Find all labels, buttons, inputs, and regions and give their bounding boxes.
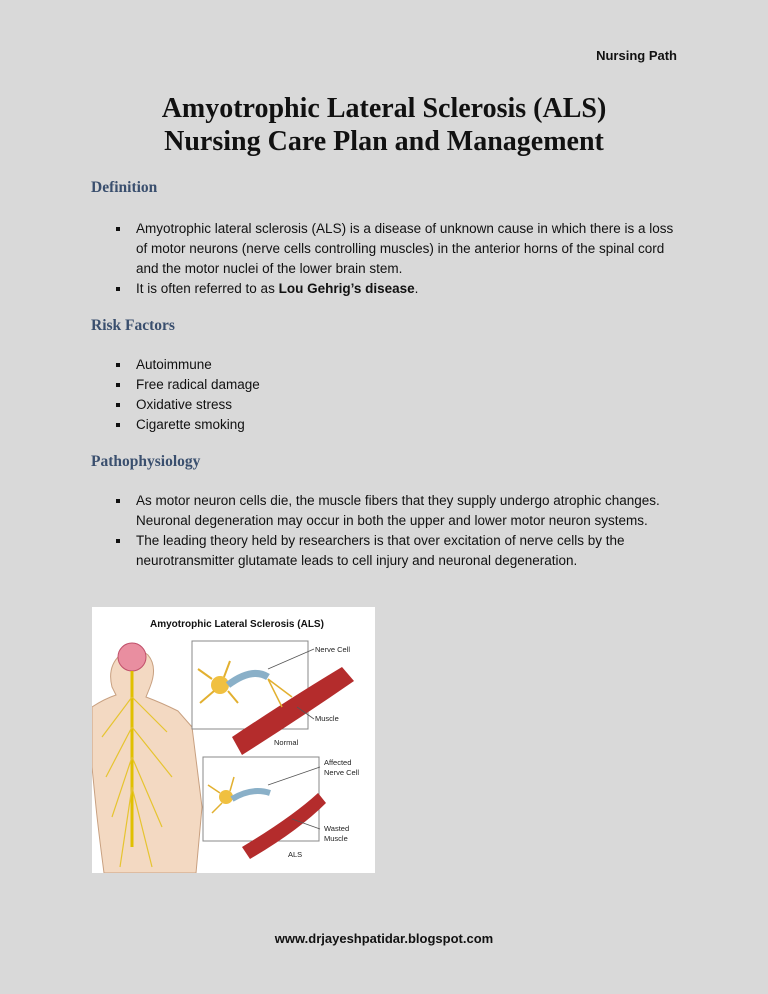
- pathophysiology-list: [110, 491, 680, 571]
- als-panel: [203, 757, 359, 859]
- list-item: [110, 279, 680, 299]
- list-item: As motor neuron cells die, the muscle fibers that they supply undergo atrophic changes. Neuronal degeneration may occur in both the upper and lower motor neuron systems.: [110, 491, 680, 531]
- label-normal: Normal: [274, 738, 299, 747]
- label-wasted-muscle: Muscle: [324, 834, 348, 843]
- emphasis-text: Lou Gehrig’s disease: [278, 281, 415, 296]
- human-body-figure: [92, 643, 202, 873]
- title-line-1: Amyotrophic Lateral Sclerosis (ALS): [161, 93, 607, 124]
- risk-factors-heading: Risk Factors: [91, 317, 175, 334]
- list-item: Autoimmune: [110, 355, 680, 375]
- als-diagram: [92, 607, 375, 873]
- figure-title: Amyotrophic Lateral Sclerosis (ALS): [150, 619, 324, 630]
- definition-heading: Definition: [91, 179, 158, 196]
- text: It is often referred to as: [136, 281, 279, 296]
- list-item: Free radical damage: [110, 375, 680, 395]
- list-item: Cigarette smoking: [110, 415, 680, 435]
- als-illustration: [92, 607, 375, 873]
- label-wasted: Wasted: [324, 824, 350, 833]
- list-item: The leading theory held by researchers is that over excitation of nerve cells by the neurotransmitter glutamate leads to cell injury and neuronal degeneration.: [110, 531, 680, 571]
- title-line-2: Nursing Care Plan and Management: [164, 126, 604, 157]
- label-affected: Affected: [324, 758, 352, 767]
- text: .: [414, 281, 419, 296]
- label-affected-nerve-cell: Nerve Cell: [324, 768, 360, 777]
- risk-factors-list: [110, 355, 680, 435]
- page-title: [0, 92, 768, 158]
- pathophysiology-heading: Pathophysiology: [91, 453, 201, 470]
- label-muscle: Muscle: [315, 714, 339, 723]
- normal-panel: [192, 641, 354, 755]
- header-brand: Nursing Path: [596, 48, 677, 63]
- list-item: Oxidative stress: [110, 395, 680, 415]
- footer-url: www.drjayeshpatidar.blogspot.com: [274, 931, 494, 946]
- label-als: ALS: [288, 850, 303, 859]
- definition-list: [110, 219, 680, 299]
- list-item: Amyotrophic lateral sclerosis (ALS) is a disease of unknown cause in which there is a loss of motor neurons (nerve cells controlling muscles) in the anterior horns of the spinal cord and the motor nuclei of the lower brain stem.: [110, 219, 680, 279]
- label-nerve-cell: Nerve Cell: [315, 645, 351, 654]
